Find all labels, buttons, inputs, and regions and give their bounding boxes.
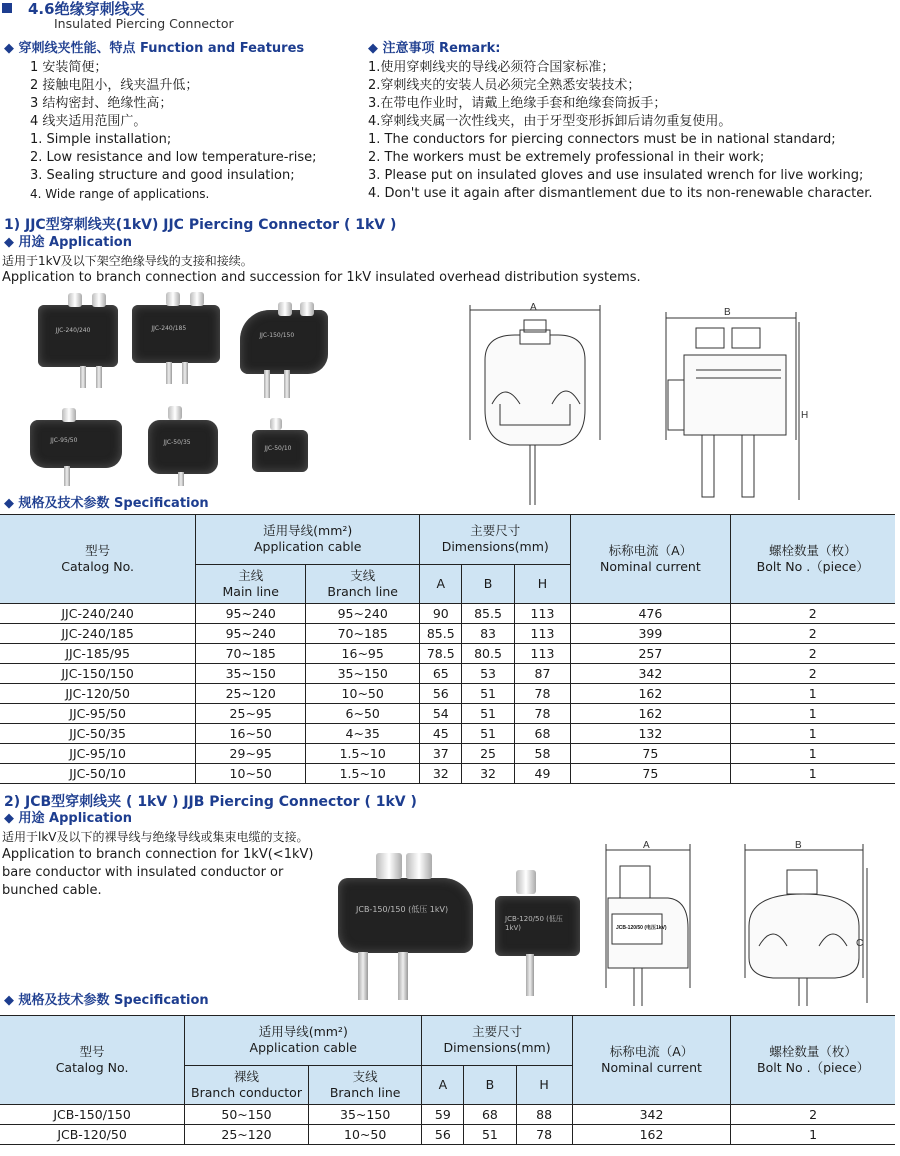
table-cell: 49 <box>514 764 571 784</box>
table-cell: JJC-120/50 <box>0 684 196 704</box>
bolt-head <box>62 408 76 422</box>
connector-photo: JCB-150/150 (低压 1kV) <box>338 878 473 953</box>
section2-app-cn: 适用于lkV及以下的裸导线与绝缘导线或集束电缆的支接。 <box>2 830 309 844</box>
page-subtitle: Insulated Piercing Connector <box>54 16 234 31</box>
table-cell: 2 <box>730 664 895 684</box>
spec-table-jcb <box>0 1015 895 1145</box>
table-cell: 68 <box>514 724 571 744</box>
table-cell: 113 <box>514 644 571 664</box>
bolt-head <box>278 302 292 316</box>
dim-label-b: B <box>795 840 802 851</box>
dim-label-c: C <box>856 938 864 949</box>
bolt-shaft <box>178 472 184 486</box>
table-cell: 2 <box>731 1105 895 1125</box>
table-cell: 95~240 <box>196 604 306 624</box>
col-main-line: 主线 Main line <box>196 564 306 603</box>
page-title: 4.6绝缘穿刺线夹 <box>28 0 145 18</box>
table-cell: 75 <box>571 744 730 764</box>
diamond-icon: ◆ <box>4 811 19 826</box>
section2-photo-group <box>330 848 600 1008</box>
col-h: H <box>516 1065 572 1104</box>
text-line: Application to branch connection for 1kV(<1kV) <box>2 847 314 862</box>
col-main-line: 裸线 Branch conductor <box>185 1065 309 1104</box>
table-cell: JJC-50/35 <box>0 724 196 744</box>
bolt-head <box>516 870 536 894</box>
table-row <box>0 684 895 704</box>
table-row <box>0 624 895 644</box>
bolt-head <box>68 293 82 307</box>
table-cell: JCB-150/150 <box>0 1105 185 1125</box>
table-cell: 80.5 <box>462 644 514 664</box>
page-header <box>0 0 300 34</box>
col-dimensions: 主要尺寸 Dimensions(mm) <box>420 515 571 565</box>
bolt-shaft <box>96 366 102 388</box>
table-cell: 1 <box>730 744 895 764</box>
table-cell: 476 <box>571 604 730 624</box>
table-cell: 35~150 <box>308 1105 422 1125</box>
connector-photo: JJC-150/150 <box>240 310 328 374</box>
connector-photo: JJC-50/35 <box>148 420 218 474</box>
list-item: 2 接触电阻小，线夹温升低； <box>30 78 199 93</box>
table-cell: 32 <box>462 764 514 784</box>
remark-block <box>368 40 898 203</box>
table-cell: 4~35 <box>306 724 420 744</box>
col-cable: 适用导线(mm²) Application cable <box>196 515 420 565</box>
table-cell: 37 <box>420 744 462 764</box>
table-cell: 10~50 <box>306 684 420 704</box>
section1-photo-group <box>20 290 340 490</box>
bolt-head <box>376 853 402 879</box>
table-cell: 342 <box>572 1105 731 1125</box>
list-item: 4. Wide range of applications. <box>30 187 210 201</box>
table-cell: 95~240 <box>306 604 420 624</box>
col-a: A <box>420 564 462 603</box>
table-cell: JJC-150/150 <box>0 664 196 684</box>
table-row <box>0 724 895 744</box>
drawing-jcb-side <box>735 838 875 1010</box>
table-cell: 29~95 <box>196 744 306 764</box>
table-cell: 85.5 <box>462 604 514 624</box>
table-cell: 10~50 <box>196 764 306 784</box>
dim-label-b: B <box>724 307 731 318</box>
table-cell: 35~150 <box>196 664 306 684</box>
table-row <box>0 664 895 684</box>
diamond-icon: ◆ <box>368 41 383 56</box>
list-item: 4.穿刺线夹属一次性线夹，由于牙型变形拆卸后请勿重复使用。 <box>368 114 732 129</box>
table-cell: 1 <box>731 1125 895 1145</box>
table-cell: 85.5 <box>420 624 462 644</box>
dim-label-a: A <box>643 840 650 851</box>
remark-list <box>368 59 898 203</box>
table-cell: 51 <box>464 1125 516 1145</box>
table-cell: 35~150 <box>306 664 420 684</box>
connector-photo: JCB-120/50 (低压 1kV) <box>495 896 580 956</box>
bolt-head <box>406 853 432 879</box>
bolt-shaft <box>284 370 290 398</box>
col-branch-line: 支线 Branch line <box>308 1065 422 1104</box>
table-cell: 2 <box>730 604 895 624</box>
table-cell: 113 <box>514 604 571 624</box>
dim-label-a: A <box>530 302 537 313</box>
diamond-icon: ◆ <box>4 993 19 1008</box>
table-cell: 16~95 <box>306 644 420 664</box>
section1-app-heading: ◆ 用途 Application <box>4 235 132 250</box>
table-cell: 16~50 <box>196 724 306 744</box>
list-item: 3 结构密封、绝缘性高； <box>30 96 173 111</box>
table-cell: 51 <box>462 704 514 724</box>
table-cell: 68 <box>464 1105 516 1125</box>
table-cell: 25~95 <box>196 704 306 724</box>
table-cell: 70~185 <box>306 624 420 644</box>
table-cell: 162 <box>571 684 730 704</box>
section2-spec-heading: ◆ 规格及技术参数 Specification <box>4 993 209 1008</box>
list-item: 2. The workers must be extremely professional in their work; <box>368 150 765 165</box>
bolt-head <box>190 292 204 306</box>
connector-photo: JJC-95/50 <box>30 420 122 468</box>
table-cell: JJC-185/95 <box>0 644 196 664</box>
nameplate-label: JCB-120/50 (电压1kV) <box>616 925 667 931</box>
table-cell: 56 <box>420 684 462 704</box>
text-line: bunched cable. <box>2 883 102 898</box>
table-row <box>0 744 895 764</box>
table-cell: 51 <box>462 724 514 744</box>
table-cell: JJC-240/185 <box>0 624 196 644</box>
col-b: B <box>462 564 514 603</box>
table-cell: 45 <box>420 724 462 744</box>
table-cell: 78 <box>514 704 571 724</box>
table-cell: 95~240 <box>196 624 306 644</box>
remark-heading: ◆ 注意事项 Remark: <box>368 41 501 56</box>
table-cell: 257 <box>571 644 730 664</box>
list-item: 1. The conductors for piercing connectors must be in national standard; <box>368 132 836 147</box>
col-branch-line: 支线 Branch line <box>306 564 420 603</box>
table-cell: 59 <box>422 1105 464 1125</box>
table-cell: 162 <box>571 704 730 724</box>
table-cell: JJC-240/240 <box>0 604 196 624</box>
table-cell: 50~150 <box>185 1105 309 1125</box>
table-cell: 56 <box>422 1125 464 1145</box>
section1-app-cn: 适用于1kV及以下架空绝缘导线的支接和接续。 <box>2 254 253 268</box>
table-row <box>0 604 895 624</box>
table-cell: 113 <box>514 624 571 644</box>
list-item: 2. Low resistance and low temperature-rise; <box>30 150 317 165</box>
section2-app-en <box>2 846 332 900</box>
table-row <box>0 1125 895 1145</box>
section1-title: 1) JJC型穿刺线夹(1kV) JJC Piercing Connector ( 1kV ) <box>4 217 397 233</box>
col-current: 标称电流（A） Nominal current <box>571 515 730 604</box>
bolt-head <box>168 406 182 420</box>
drawing-side-view <box>656 300 816 510</box>
col-catalog: 型号 Catalog No. <box>0 1016 185 1105</box>
dim-label-h: H <box>801 410 809 421</box>
square-icon <box>2 3 12 13</box>
list-item: 1. Simple installation; <box>30 132 172 147</box>
table-cell: 87 <box>514 664 571 684</box>
table-row <box>0 644 895 664</box>
section2-app-heading: ◆ 用途 Application <box>4 811 132 826</box>
bolt-shaft <box>398 952 408 1000</box>
table-cell: 25~120 <box>196 684 306 704</box>
table-cell: 53 <box>462 664 514 684</box>
table-row <box>0 764 895 784</box>
col-current: 标称电流（A） Nominal current <box>572 1016 731 1105</box>
table-cell: 162 <box>572 1125 731 1145</box>
bolt-shaft <box>358 952 368 1000</box>
table-cell: 10~50 <box>308 1125 422 1145</box>
col-cable: 适用导线(mm²) Application cable <box>185 1016 422 1066</box>
list-item: 2.穿刺线夹的安装人员必须完全熟悉安装技术； <box>368 78 641 93</box>
drawing-front-view <box>460 300 620 510</box>
table-cell: 65 <box>420 664 462 684</box>
col-bolt: 螺栓数量（枚） Bolt No .（piece） <box>730 515 895 604</box>
table-cell: 78.5 <box>420 644 462 664</box>
table-cell: 399 <box>571 624 730 644</box>
table-cell: 78 <box>516 1125 572 1145</box>
spec-table-jjc <box>0 514 895 784</box>
bolt-shaft <box>182 362 188 384</box>
bolt-shaft <box>166 362 172 384</box>
features-heading: ◆ 穿刺线夹性能、特点 Function and Features <box>4 41 305 56</box>
col-h: H <box>514 564 571 603</box>
table-cell: 83 <box>462 624 514 644</box>
bolt-head <box>166 292 180 306</box>
table-cell: 1 <box>730 724 895 744</box>
list-item: 1 安装简便； <box>30 60 108 75</box>
table-cell: 32 <box>420 764 462 784</box>
table-cell: 90 <box>420 604 462 624</box>
connector-photo: JJC-50/10 <box>252 430 308 472</box>
bolt-shaft <box>64 466 70 486</box>
list-item: 3.在带电作业时，请戴上绝缘手套和绝缘套筒扳手； <box>368 96 667 111</box>
table-cell: 51 <box>462 684 514 704</box>
col-catalog: 型号 Catalog No. <box>0 515 196 604</box>
drawing-jcb-front <box>598 838 708 1010</box>
list-item: 3. Sealing structure and good insulation; <box>30 168 295 183</box>
bolt-shaft <box>80 366 86 388</box>
bolt-head <box>270 418 282 430</box>
table-cell: 1 <box>730 704 895 724</box>
table-cell: 75 <box>571 764 730 784</box>
table-cell: 6~50 <box>306 704 420 724</box>
section1-app-en: Application to branch connection and succession for 1kV insulated overhead distribution systems. <box>2 270 641 285</box>
table-cell: JJC-95/50 <box>0 704 196 724</box>
table-cell: JJC-95/10 <box>0 744 196 764</box>
table-cell: 25~120 <box>185 1125 309 1145</box>
section2-title: 2) JCB型穿刺线夹 ( 1kV ) JJB Piercing Connector ( 1kV ) <box>4 794 417 810</box>
list-item: 4 线夹适用范围广。 <box>30 114 147 129</box>
bolt-head <box>92 293 106 307</box>
bolt-shaft <box>526 954 534 996</box>
table-cell: 88 <box>516 1105 572 1125</box>
list-item: 3. Please put on insulated gloves and use insulated wrench for live working; <box>368 168 864 183</box>
connector-photo: JJC-240/185 <box>132 305 220 363</box>
col-b: B <box>464 1065 516 1104</box>
col-dimensions: 主要尺寸 Dimensions(mm) <box>422 1016 572 1066</box>
text-line: bare conductor with insulated conductor or <box>2 865 284 880</box>
table-cell: 1 <box>730 684 895 704</box>
section1-spec-heading: ◆ 规格及技术参数 Specification <box>4 496 209 511</box>
features-list <box>30 59 364 203</box>
features-block <box>4 40 364 203</box>
table-cell: 54 <box>420 704 462 724</box>
diamond-icon: ◆ <box>4 41 19 56</box>
table-cell: 78 <box>514 684 571 704</box>
table-cell: 1 <box>730 764 895 784</box>
table-cell: 70~185 <box>196 644 306 664</box>
table-cell: 2 <box>730 624 895 644</box>
table-cell: 342 <box>571 664 730 684</box>
diamond-icon: ◆ <box>4 496 19 511</box>
table-cell: 25 <box>462 744 514 764</box>
list-item: 4. Don't use it again after dismantlement due to its non-renewable character. <box>368 186 873 201</box>
bolt-shaft <box>264 370 270 398</box>
table-cell: 1.5~10 <box>306 764 420 784</box>
table-cell: JCB-120/50 <box>0 1125 185 1145</box>
table-cell: 2 <box>730 644 895 664</box>
table-cell: 132 <box>571 724 730 744</box>
connector-photo: JJC-240/240 <box>38 305 118 367</box>
col-a: A <box>422 1065 464 1104</box>
bolt-head <box>300 302 314 316</box>
col-bolt: 螺栓数量（枚） Bolt No .（piece） <box>731 1016 895 1105</box>
table-row <box>0 1105 895 1125</box>
list-item: 1.使用穿刺线夹的导线必须符合国家标准； <box>368 60 615 75</box>
table-row <box>0 704 895 724</box>
diamond-icon: ◆ <box>4 235 19 250</box>
table-cell: 1.5~10 <box>306 744 420 764</box>
table-cell: 58 <box>514 744 571 764</box>
table-cell: JJC-50/10 <box>0 764 196 784</box>
